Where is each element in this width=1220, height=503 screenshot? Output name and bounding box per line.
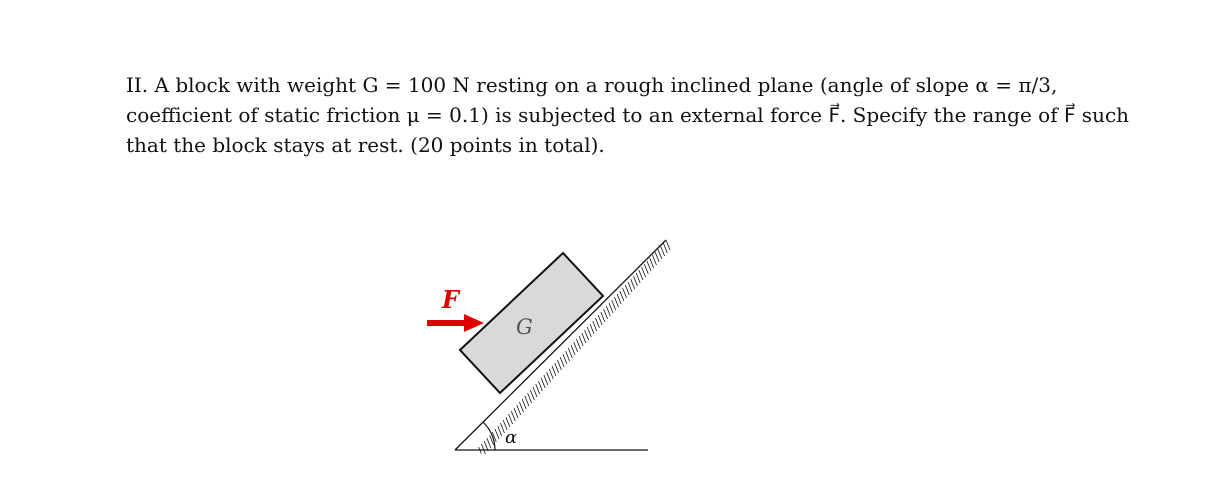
incline-figure	[420, 230, 700, 475]
problem-line-3: that the block stays at rest. (20 points in total).	[126, 133, 605, 157]
hatch-mark	[579, 336, 583, 346]
incline-diagram	[420, 230, 700, 470]
hatch-mark	[509, 414, 513, 424]
hatch-mark	[661, 246, 665, 256]
hatch-mark	[555, 363, 559, 373]
hatch-mark	[574, 342, 578, 352]
hatch-mark	[620, 291, 624, 301]
angle-label: α	[505, 427, 518, 448]
hatch-mark	[593, 321, 597, 331]
hatch-mark	[533, 387, 537, 397]
hatch-mark	[582, 333, 586, 343]
hatch-mark	[587, 327, 591, 337]
hatch-mark	[544, 375, 548, 385]
problem-line-1: II. A block with weight G = 100 N resting on a rough inclined plane (angle of slope α = π/3,	[126, 73, 1058, 97]
hatch-mark	[571, 345, 575, 355]
hatch-mark	[549, 369, 553, 379]
hatch-mark	[650, 258, 654, 268]
hatch-mark	[631, 279, 635, 289]
hatch-mark	[528, 393, 532, 403]
hatch-mark	[563, 354, 567, 364]
hatch-mark	[576, 339, 580, 349]
hatch-mark	[498, 426, 502, 436]
hatch-mark	[625, 285, 629, 295]
hatch-mark	[568, 348, 572, 358]
angle-arc	[483, 422, 495, 450]
hatch-mark	[601, 312, 605, 322]
hatch-mark	[647, 261, 651, 271]
hatch-mark	[604, 309, 608, 319]
hatch-mark	[506, 417, 510, 427]
hatch-mark	[609, 303, 613, 313]
hatch-mark	[652, 255, 656, 265]
problem-statement	[126, 70, 1130, 160]
hatch-mark	[617, 294, 621, 304]
hatch-mark	[552, 366, 556, 376]
hatch-mark	[663, 243, 667, 253]
hatch-mark	[522, 399, 526, 409]
block-label: G	[516, 315, 533, 339]
hatch-mark	[595, 318, 599, 328]
hatch-mark	[541, 378, 545, 388]
hatch-mark	[487, 438, 491, 448]
hatch-mark	[481, 444, 485, 454]
hatch-mark	[628, 282, 632, 292]
force-label: F	[442, 285, 460, 314]
hatch-mark	[658, 249, 662, 259]
hatch-mark	[655, 252, 659, 262]
hatch-mark	[479, 447, 483, 457]
hatch-mark	[517, 405, 521, 415]
hatch-mark	[606, 306, 610, 316]
hatch-mark	[547, 372, 551, 382]
hatch-mark	[495, 429, 499, 439]
hatch-mark	[642, 267, 646, 277]
hatch-mark	[530, 390, 534, 400]
hatch-mark	[557, 360, 561, 370]
hatch-mark	[598, 315, 602, 325]
hatch-mark	[644, 264, 648, 274]
hatch-mark	[666, 240, 670, 250]
hatch-mark	[585, 330, 589, 340]
hatch-mark	[519, 402, 523, 412]
hatch-mark	[538, 381, 542, 391]
hatch-mark	[612, 300, 616, 310]
hatch-mark	[614, 297, 618, 307]
hatch-mark	[476, 450, 480, 460]
hatch-mark	[639, 270, 643, 280]
hatch-mark	[560, 357, 564, 367]
hatch-mark	[511, 411, 515, 421]
hatch-mark	[566, 351, 570, 361]
problem-line-2: coefficient of static friction μ = 0.1) is subjected to an external force F⃗. Specify the range of F⃗ such	[126, 103, 1130, 127]
hatch-mark	[500, 423, 504, 433]
hatch-mark	[514, 408, 518, 418]
hatch-mark	[636, 273, 640, 283]
hatch-mark	[623, 288, 627, 298]
hatch-mark	[536, 384, 540, 394]
hatch-mark	[633, 276, 637, 286]
hatch-mark	[525, 396, 529, 406]
hatch-mark	[590, 324, 594, 334]
